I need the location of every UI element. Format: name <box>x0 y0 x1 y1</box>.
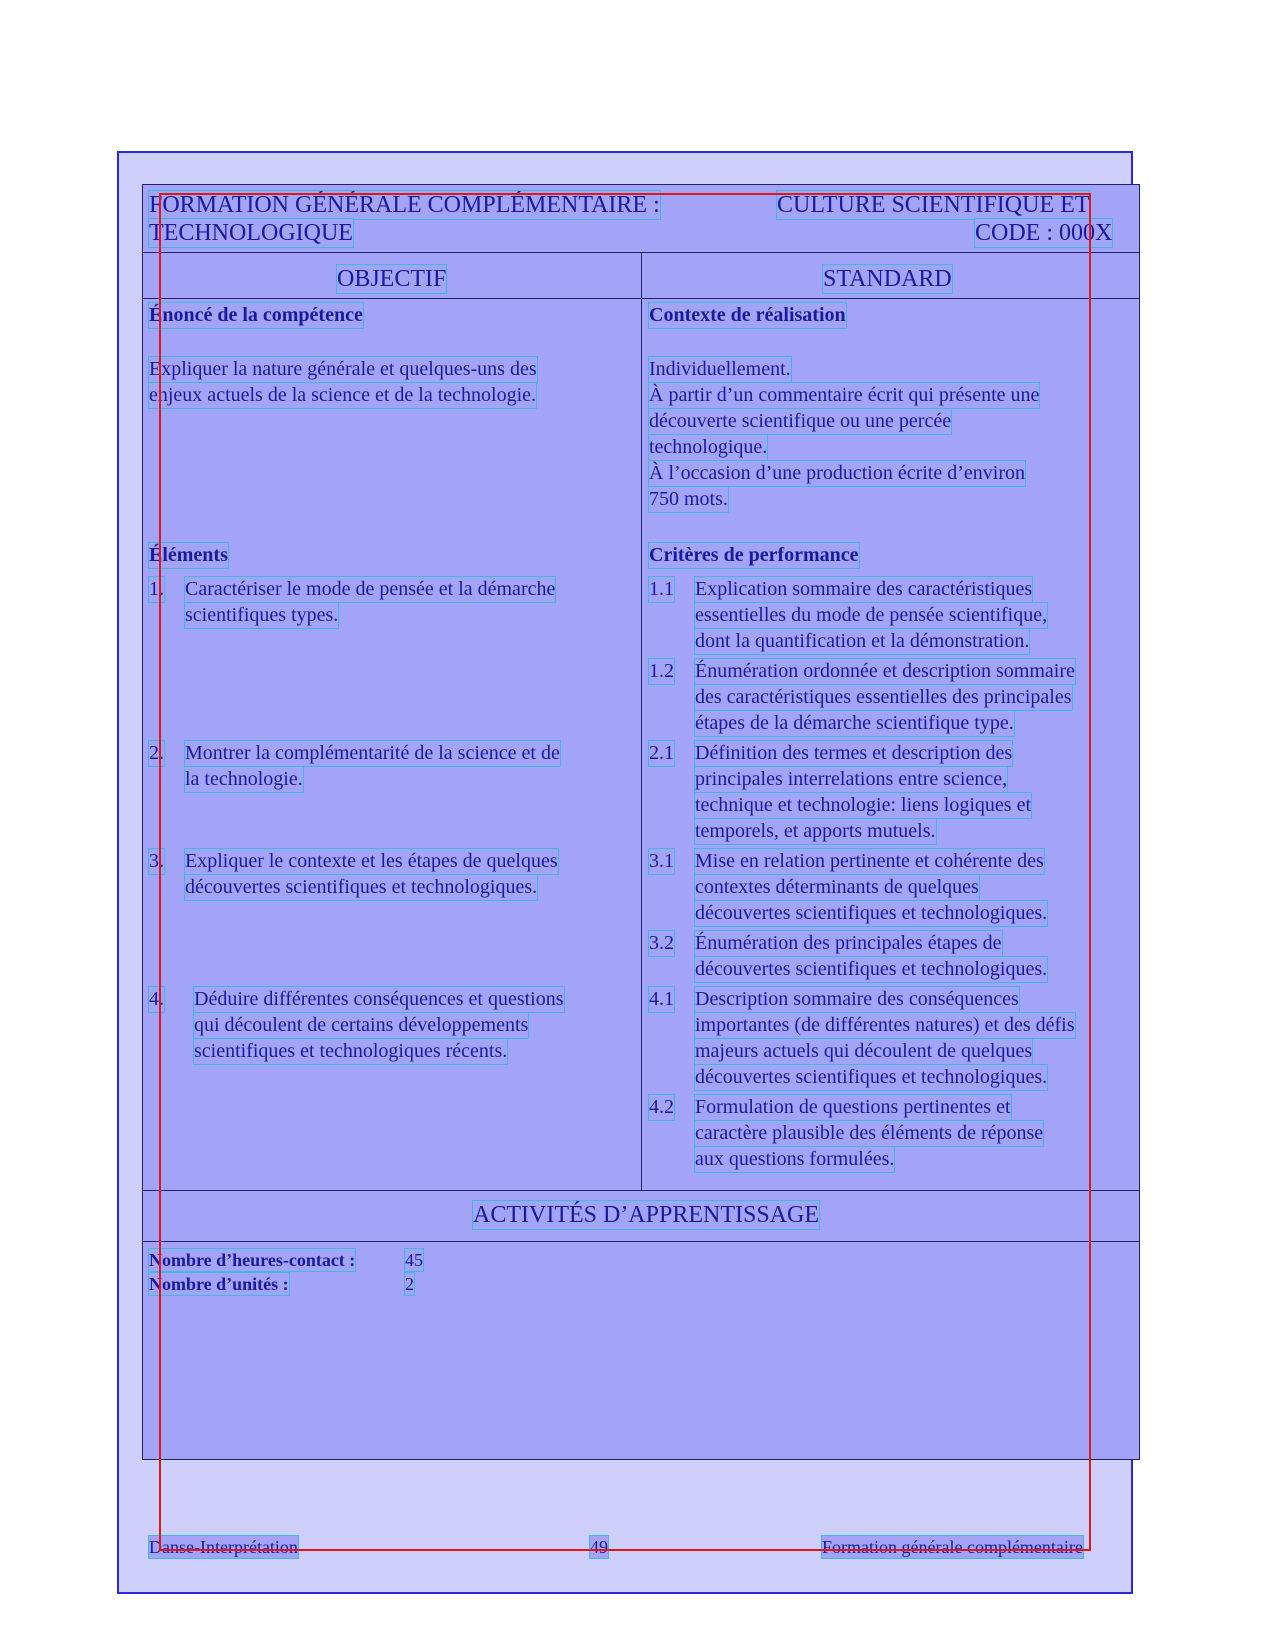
criterion-line: caractère plausible des éléments de réponse <box>695 1122 1044 1144</box>
element-line: scientifiques types. <box>185 604 339 626</box>
units-label: Nombre d’unités : <box>149 1274 289 1294</box>
context-line: À partir d’un commentaire écrit qui présente une <box>649 384 1040 406</box>
criterion-number: 1.1 <box>649 578 674 600</box>
divider <box>143 1241 1139 1242</box>
element-line: Expliquer le contexte et les étapes de quelques <box>185 850 558 872</box>
criterion-line: des caractéristiques essentielles des principales <box>695 686 1072 708</box>
criterion-line: aux questions formulées. <box>695 1148 895 1170</box>
criterion-number: 1.2 <box>649 660 674 682</box>
competence-line: enjeux actuels de la science et de la technologie. <box>149 384 537 406</box>
context-heading: Contexte de réalisation <box>649 304 846 326</box>
elements-heading: Éléments <box>149 544 228 566</box>
criterion-line: contextes déterminants de quelques <box>695 876 979 898</box>
criterion-line: Énumération ordonnée et description sommaire <box>695 660 1075 682</box>
code-label: CODE : 000X <box>975 220 1113 246</box>
criterion-line: dont la quantification et la démonstration. <box>695 630 1030 652</box>
title-left: FORMATION GÉNÉRALE COMPLÉMENTAIRE : <box>149 192 660 218</box>
units-value: 2 <box>405 1274 414 1294</box>
competence-table <box>142 184 1140 1460</box>
criteria-heading: Critères de performance <box>649 544 859 566</box>
hours-label: Nombre d’heures-contact : <box>149 1250 356 1270</box>
criterion-number: 3.2 <box>649 932 674 954</box>
criterion-line: Formulation de questions pertinentes et <box>695 1096 1011 1118</box>
divider <box>143 1190 1139 1191</box>
criterion-line: majeurs actuels qui découlent de quelques <box>695 1040 1033 1062</box>
element-number: 1. <box>149 578 164 600</box>
criterion-line: technique et technologie: liens logiques et <box>695 794 1032 816</box>
criterion-line: Description sommaire des conséquences <box>695 988 1019 1010</box>
footer-left: Danse-Interprétation <box>149 1537 298 1557</box>
hours-value: 45 <box>405 1250 423 1270</box>
criterion-line: étapes de la démarche scientifique type. <box>695 712 1014 734</box>
criterion-line: découvertes scientifiques et technologiques. <box>695 958 1048 980</box>
criterion-number: 4.2 <box>649 1096 674 1118</box>
element-line: scientifiques et technologiques récents. <box>194 1040 508 1062</box>
page-number: 49 <box>590 1537 608 1557</box>
element-number: 3. <box>149 850 164 872</box>
footer-right: Formation générale complémentaire <box>822 1537 1083 1557</box>
context-line: découverte scientifique ou une percée <box>649 410 952 432</box>
criterion-line: découvertes scientifiques et technologiques. <box>695 902 1048 924</box>
column-objectif: OBJECTIF <box>337 266 447 292</box>
criterion-line: importantes (de différentes natures) et des défis <box>695 1014 1075 1036</box>
title-line2: TECHNOLOGIQUE <box>149 220 353 246</box>
element-line: Déduire différentes conséquences et questions <box>194 988 564 1010</box>
criterion-line: Énumération des principales étapes de <box>695 932 1002 954</box>
element-number: 4. <box>149 988 164 1010</box>
criterion-number: 2.1 <box>649 742 674 764</box>
context-line: technologique. <box>649 436 768 458</box>
element-line: la technologie. <box>185 768 303 790</box>
element-line: découvertes scientifiques et technologiques. <box>185 876 538 898</box>
element-line: Montrer la complémentarité de la science et de <box>185 742 560 764</box>
criterion-number: 3.1 <box>649 850 674 872</box>
competence-heading: Énoncé de la compétence <box>149 304 363 326</box>
element-number: 2. <box>149 742 164 764</box>
context-line: 750 mots. <box>649 488 728 510</box>
criterion-line: principales interrelations entre science, <box>695 768 1008 790</box>
criterion-line: essentielles du mode de pensée scientifique, <box>695 604 1048 626</box>
criterion-line: Mise en relation pertinente et cohérente des <box>695 850 1044 872</box>
element-line: Caractériser le mode de pensée et la démarche <box>185 578 556 600</box>
criterion-line: Définition des termes et description des <box>695 742 1013 764</box>
competence-line: Expliquer la nature générale et quelques-uns des <box>149 358 537 380</box>
column-divider <box>641 253 642 1190</box>
criterion-line: temporels, et apports mutuels. <box>695 820 936 842</box>
criterion-number: 4.1 <box>649 988 674 1010</box>
activities-heading: ACTIVITÉS D’APPRENTISSAGE <box>473 1202 820 1228</box>
context-line: À l’occasion d’une production écrite d’environ <box>649 462 1025 484</box>
title-right: CULTURE SCIENTIFIQUE ET <box>777 192 1090 218</box>
element-line: qui découlent de certains développements <box>194 1014 529 1036</box>
criterion-line: Explication sommaire des caractéristiques <box>695 578 1033 600</box>
context-line: Individuellement. <box>649 358 791 380</box>
criterion-line: découvertes scientifiques et technologiques. <box>695 1066 1048 1088</box>
column-standard: STANDARD <box>823 266 952 292</box>
